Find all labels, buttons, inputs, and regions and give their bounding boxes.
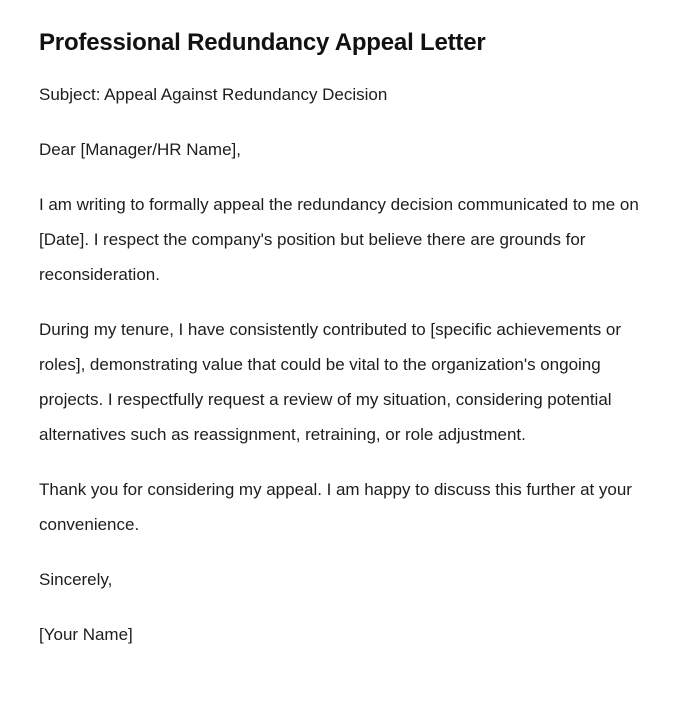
- paragraph-closing: Thank you for considering my appeal. I am happy to discuss this further at your convenience.: [39, 480, 632, 534]
- paragraph-opening: I am writing to formally appeal the redundancy decision communicated to me on [Date]. I respect the company's position but believe there are grounds for reconsideration.: [39, 195, 639, 284]
- subject-line: Subject: Appeal Against Redundancy Decision: [39, 85, 388, 104]
- signature-placeholder: [Your Name]: [39, 625, 133, 644]
- paragraph-body: During my tenure, I have consistently contributed to [specific achievements or roles], demonstrating value that could be vital to the organization's ongoing projects. I respectfully request a review of my situation, considering potential alternatives such as reassignment, retraining, or role adjustment.: [39, 320, 622, 444]
- sign-off: Sincerely,: [39, 570, 113, 589]
- letter-body: [39, 77, 641, 652]
- page-title: Professional Redundancy Appeal Letter: [39, 29, 486, 56]
- salutation: Dear [Manager/HR Name],: [39, 140, 241, 159]
